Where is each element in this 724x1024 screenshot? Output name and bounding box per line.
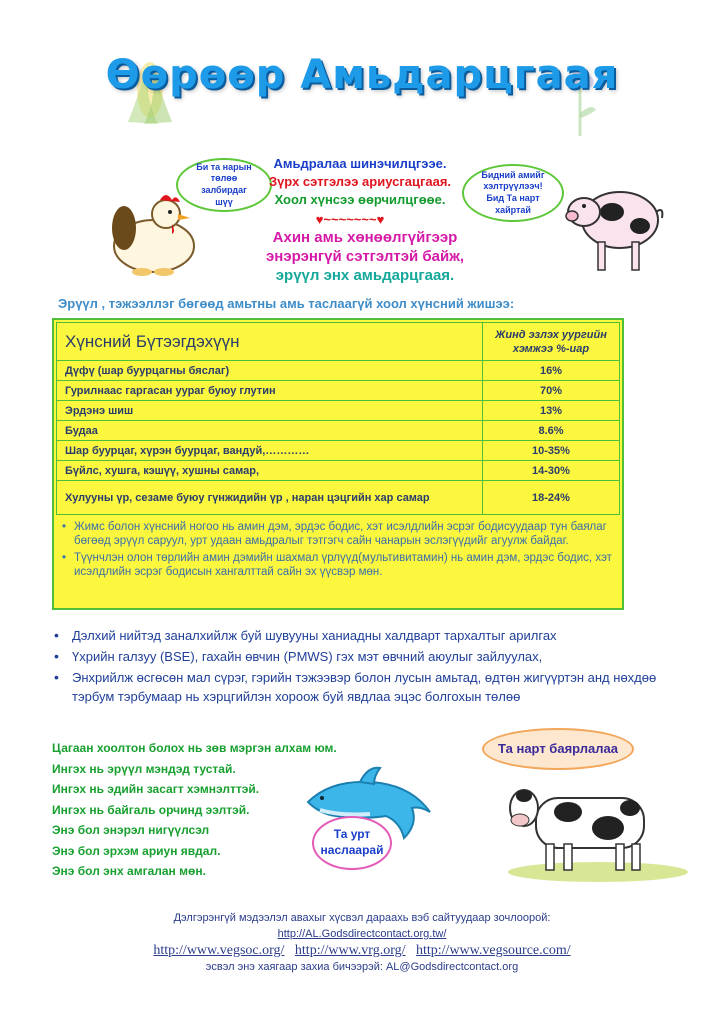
- table-header-row: [57, 323, 620, 361]
- table-row: [57, 361, 620, 381]
- statement-line: Ингэх нь эдийн засагт хэмнэлттэй.: [52, 782, 260, 796]
- product-cell: Будаа: [57, 421, 483, 441]
- dolphin-speech-bubble: [312, 816, 392, 870]
- product-cell: Эрдэнэ шиш: [57, 401, 483, 421]
- protein-cell: 14-30%: [483, 461, 620, 481]
- product-cell: Дүфү (шар буурцагны бяслаг): [57, 361, 483, 381]
- protein-cell: 18-24%: [483, 481, 620, 515]
- statement-line: Энэ бол эрхэм ариун явдал.: [52, 843, 221, 858]
- statement-line: Энэ бол энэрэл нигүүлсэл: [52, 823, 210, 837]
- panel-note: • Жимс болон хүнсний ногоо нь амин дэм, эрдэс бодис, хэт исэлдлийн эсрэг бодисуудаар тун баялаг бөгөөд эрүүл саруул, урт удаан амьдралыг тэтгэгч сайн чанарын эслэгүүдийг агуулж байдаг.: [62, 520, 618, 548]
- cow-speech-bubble: [482, 728, 634, 770]
- table-row: [57, 481, 620, 515]
- slogan-line: Амьдралаа шинэчилцгээе.: [273, 156, 447, 171]
- protein-cell: 10-35%: [483, 441, 620, 461]
- pig-illustration: [558, 172, 668, 282]
- column-header-protein: Жинд эзлэх уургийн хэмжээ %-иар: [483, 323, 620, 361]
- footer-links: [0, 942, 724, 960]
- table-row: [57, 441, 620, 461]
- product-cell: Гурилнаас гаргасан уураг буюу глутин: [57, 381, 483, 401]
- protein-cell: 13%: [483, 401, 620, 421]
- statement-line: Энэ бол энх амгалан мөн.: [52, 864, 206, 878]
- protein-cell: 8.6%: [483, 421, 620, 441]
- statement-line: Цагаан хоолтон болох нь зөв мэргэн алхам юм.: [52, 741, 337, 755]
- chicken-speech-text: Би та нарын төлөө залбирдаг шүү: [196, 161, 252, 207]
- slogan-lines: [245, 155, 475, 209]
- footer-email: эсвэл энэ хаягаар захиа бичээрэй: AL@Godsdirectcontact.org: [205, 961, 519, 973]
- motto-line: энэрэнгүй сэтгэлтэй байж,: [265, 248, 465, 265]
- motto-line: эрүүл энх амьдарцгаая.: [275, 267, 455, 284]
- footer-main-link[interactable]: http://AL.Godsdirectcontact.org.tw/: [277, 928, 447, 940]
- cow-speech-text: Та нарт баярлалаа: [498, 740, 618, 756]
- goals-list: [50, 626, 670, 708]
- statement-line: Ингэх нь байгаль орчинд ээлтэй.: [52, 802, 250, 817]
- goal-item: • Энхрийлж өсгөсөн мал сүрэг, гэрийн тэжээвэр болон лусын амьтад, өдтөн жигүүртэн анд нөхдөө тэрбум тэрбумаар нь хэрцгийлэн хороож буй явдлаа эцэс болгохын төлөө: [50, 668, 670, 706]
- footer-intro: Дэлгэрэнгүй мэдээлэл авахыг хүсвэл дараахь вэб сайтуудаар зочлоорой:: [173, 912, 551, 924]
- table-row: [57, 401, 620, 421]
- table-caption: Эрүүл , тэжээллэг бөгөөд амьтны амь таслаагүй хоол хүнсний жишээ:: [58, 296, 515, 311]
- statement-line: Ингэх нь эрүүл мэндэд тустай.: [52, 761, 236, 776]
- product-cell: Бүйлс, хушга, кэшүү, хушны самар,: [57, 461, 483, 481]
- slogan-line: Хоол хүнсээ өөрчилцгөөе.: [274, 192, 446, 207]
- panel-notes: [62, 520, 618, 582]
- panel-note: • Түүнчлэн олон төрлийн амин дэмийн шахмал үрлүүд(мультивитамин) нь амин дэм, эрдэс бодис, хэт исэлдлийн эсрэг бодисын хангалттай сайн эх үүсвэр мөн.: [62, 551, 618, 579]
- table-row: [57, 461, 620, 481]
- pig-speech-bubble: [462, 164, 564, 222]
- product-cell: Хулууны үр, сезаме буюу гүнжидийн үр , наран цэцгийн хар самар: [57, 481, 483, 515]
- vegsource-link[interactable]: http://www.vegsource.com/: [416, 943, 571, 958]
- table-row: [57, 381, 620, 401]
- slogan-line: Зүрх сэтгэлээ ариусгацгаая.: [268, 174, 452, 189]
- vrg-link[interactable]: http://www.vrg.org/: [294, 943, 406, 958]
- goal-item: • Үхрийн галзуу (BSE), гахайн өвчин (PMWS) гэх мэт өвчний аюулыг зайлуулах,: [50, 647, 670, 666]
- dolphin-speech-text: Та урт наслаарай: [320, 827, 384, 857]
- vegsoc-link[interactable]: http://www.vegsoc.org/: [153, 943, 285, 958]
- table-row: [57, 421, 620, 441]
- footer: [0, 910, 724, 974]
- page-title: Өөрөөр Амьдарцгаая: [105, 52, 619, 98]
- motto: [200, 228, 530, 285]
- goal-item: • Дэлхий нийтэд заналхийлж буй шувууны ханиадны халдварт тархалтыг арилгах: [50, 626, 670, 645]
- column-header-product: Хүнсний Бүтээгдэхүүн: [57, 323, 483, 361]
- product-cell: Шар буурцаг, хүрэн буурцаг, вандуй,…………: [57, 441, 483, 461]
- motto-line: Ахин амь хөнөөлгүйгээр: [272, 229, 458, 246]
- cow-illustration: [498, 768, 688, 883]
- food-protein-table: [56, 322, 620, 515]
- protein-cell: 16%: [483, 361, 620, 381]
- protein-cell: 70%: [483, 381, 620, 401]
- hearts-divider: ♥~~~~~~~♥: [315, 212, 385, 227]
- pig-speech-text: Бидний амийг хэлтрүүлээч! Бид Та нарт хайртай: [481, 169, 545, 215]
